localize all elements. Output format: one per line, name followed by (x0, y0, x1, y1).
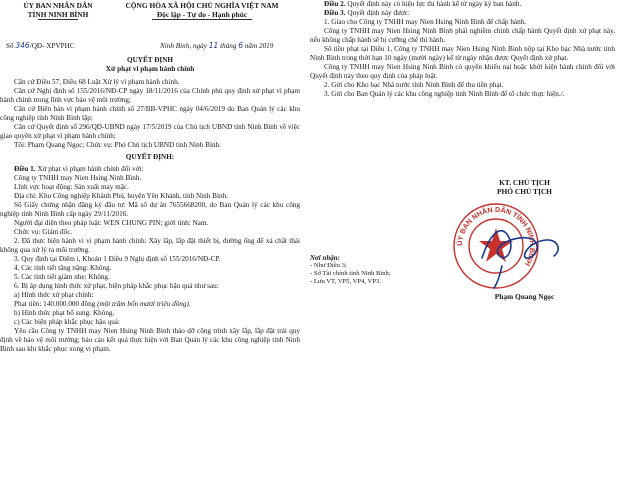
article-1-line: 3. Quy định tại Điểm i, Khoản 1 Điều 9 Nghị định số 155/2016/NĐ-CP. (14, 255, 221, 263)
article-1-line: 2. Đã thực hiện hành vi vi phạm hành chính: Xây lắp, lắp đặt thiết bị, đường ống để xả chất thải không qua xử lý ra môi trường. (0, 237, 300, 254)
decision-heading: QUYẾT ĐỊNH: (125, 153, 175, 161)
handwritten-month: 6 (238, 41, 244, 50)
agency-line-2: TỈNH NINH BÌNH (27, 10, 89, 19)
motto-underline (152, 19, 252, 20)
article-1: Điều 1. Xử phạt vi phạm hành chính đối với: (14, 165, 144, 173)
article-3-line: Số tiền phạt tại Điều 1, Công ty TNHH may Nien Hsing Ninh Bình nộp tại Kho bạc Nhà nước tỉnh Ninh Bình trong thời hạn 10 ngày (mười ngày) kể từ ngày nhận được Quyết định xử phạt. (310, 45, 615, 62)
agency-underline (38, 19, 78, 20)
article-3-line: 3. Gửi cho Ban Quản lý các khu công nghiệp tỉnh Ninh Bình để tổ chức thực hiện./. (324, 90, 565, 98)
preamble-line: Căn cứ Quyết định số 296/QĐ-UBND ngày 17/5/2019 của Chủ tịch UBND tỉnh Ninh Bình về việc giao quyền xử phạt vi phạm hành chính; (0, 123, 300, 140)
preamble-line: Căn cứ Nghị định số 155/2016/NĐ-CP ngày 18/11/2016 của Chính phủ quy định xử phạt vi phạm hành chính trong lĩnh vực bảo vệ môi trường; (0, 87, 300, 104)
article-1-line: Yêu cầu Công ty TNHH may Nien Hsing Ninh Bình tháo dỡ công trình xây lắp, lắp đặt trái quy định về bảo vệ môi trường; báo cáo kết quả thực hiện với Ban Quản lý các khu công nghiệp tỉnh Ninh Bình sau khi khắc phục xong vi phạm. (0, 327, 300, 353)
recipients-block (310, 254, 450, 286)
preamble-line: Căn cứ Điều 57, Điều 68 Luật Xử lý vi phạm hành chính. (14, 78, 180, 86)
document-subtitle: Xử phạt vi phạm hành chính (105, 65, 195, 73)
signer-role-1: KT. CHỦ TỊCH (499, 178, 550, 187)
article-1-line: Người đại diện theo pháp luật: WEN CHUNG PIN; giới tính: Nam. (14, 219, 209, 227)
article-1-line: c) Các biện pháp khắc phục hậu quả: (14, 318, 120, 326)
signer-role-2: PHÓ CHỦ TỊCH (497, 187, 552, 196)
recipient-item: - Sở Tài chính tỉnh Ninh Bình; (310, 270, 391, 277)
handwritten-number: 346 (15, 41, 30, 50)
signer-name: Phạm Quang Ngọc (494, 292, 555, 301)
article-3-line: Công ty TNHH may Nien Hsing Ninh Bình phải nghiêm chỉnh chấp hành Quyết định xử phạt này, nếu không chấp hành sẽ bị cưỡng chế thi hành. (310, 27, 615, 44)
article-1-line: Địa chỉ: Khu Công nghiệp Khánh Phú, huyện Yên Khánh, tỉnh Ninh Bình. (14, 192, 228, 200)
recipients-heading: Nơi nhận: (310, 254, 341, 262)
document-title: QUYẾT ĐỊNH (127, 56, 173, 64)
signature-block (442, 178, 607, 348)
article-3-line: 2. Gửi cho Kho bạc Nhà nước tỉnh Ninh Bình để thu tiền phạt. (324, 81, 504, 89)
nation-motto: Độc lập - Tự do - Hạnh phúc (156, 10, 248, 19)
handwritten-day: 11 (208, 41, 219, 50)
article-1-line: Lĩnh vực hoạt động: Sản xuất may mặc. (14, 183, 129, 191)
fine-amount: 140.000.000 đồng (43, 300, 96, 308)
agency-line-1: ỦY BAN NHÂN DÂN (23, 1, 93, 10)
document-header (0, 0, 300, 50)
seal-and-signature (442, 200, 607, 290)
document-date: Ninh Bình, ngày 11 tháng 6 năm 2019 (160, 41, 274, 50)
preamble-line: Tôi: Phạm Quang Ngọc; Chức vụ: Phó Chủ tịch UBND tỉnh Ninh Bình. (14, 141, 221, 149)
article-1-line: b) Hình thức phạt bổ sung: Không. (14, 309, 115, 317)
article-1-line: Chức vụ: Giám đốc. (14, 228, 73, 236)
left-column (0, 0, 300, 354)
article-1-line: 5. Các tình tiết giảm nhẹ: Không. (14, 273, 110, 281)
article-1-line: Số Giấy chứng nhận đăng ký đầu tư: Mã số dự án 7655668200, do Ban Quản lý các khu công nghiệp tỉnh Ninh Bình cấp ngày 29/11/2016. (0, 201, 300, 218)
article-1-line: 6. Bị áp dụng hình thức xử phạt, biện pháp khắc phục hậu quả như sau: (14, 282, 219, 290)
nation-name: CỘNG HÒA XÃ HỘI CHỦ NGHĨA VIỆT NAM (125, 1, 279, 10)
article-1-line: Công ty TNHH may Nien Hsing Ninh Bình. (14, 174, 142, 182)
article-3: Điều 3. Quyết định này được: (324, 9, 410, 17)
article-3-line: Công ty TNHH may Nien Hsing Ninh Bình có quyền khiếu nại hoặc khởi kiện hành chính đối với Quyết định này theo quy định của pháp luật. (310, 63, 615, 80)
issuing-agency (2, 1, 114, 28)
right-column (310, 0, 615, 301)
document-number: Số 346/QĐ- XPVPHC (6, 41, 75, 50)
recipient-item: - Lưu VT, VP5, VP4, VP3. (310, 278, 381, 285)
recipient-item: - Như Điều 3; (310, 262, 347, 269)
preamble-line: Căn cứ Biên bản vi phạm hành chính số 27/BB-VPHC ngày 04/6/2019 do Ban Quản lý các khu công nghiệp tỉnh Ninh Bình lập; (0, 105, 300, 122)
article-1-line: a) Hình thức xử phạt chính: (14, 291, 94, 299)
article-1-line: 4. Các tình tiết tăng nặng: Không. (14, 264, 112, 272)
article-3-line: 1. Giao cho Công ty TNHH may Nien Hsing Ninh Bình để chấp hành. (324, 18, 527, 26)
national-motto (104, 1, 300, 28)
fine-in-words: (một trăm bốn mươi triệu đồng). (97, 300, 191, 308)
official-seal-icon (442, 200, 607, 292)
seal-text: ỦY BAN NHÂN DÂN TỈNH NINH BÌNH (454, 204, 538, 268)
article-2: Điều 2. Quyết định này có hiệu lực thi hành kể từ ngày ký ban hành. (324, 0, 522, 8)
fine-line: Phạt tiền: 140.000.000 đồng (một trăm bốn mươi triệu đồng). (14, 300, 191, 308)
